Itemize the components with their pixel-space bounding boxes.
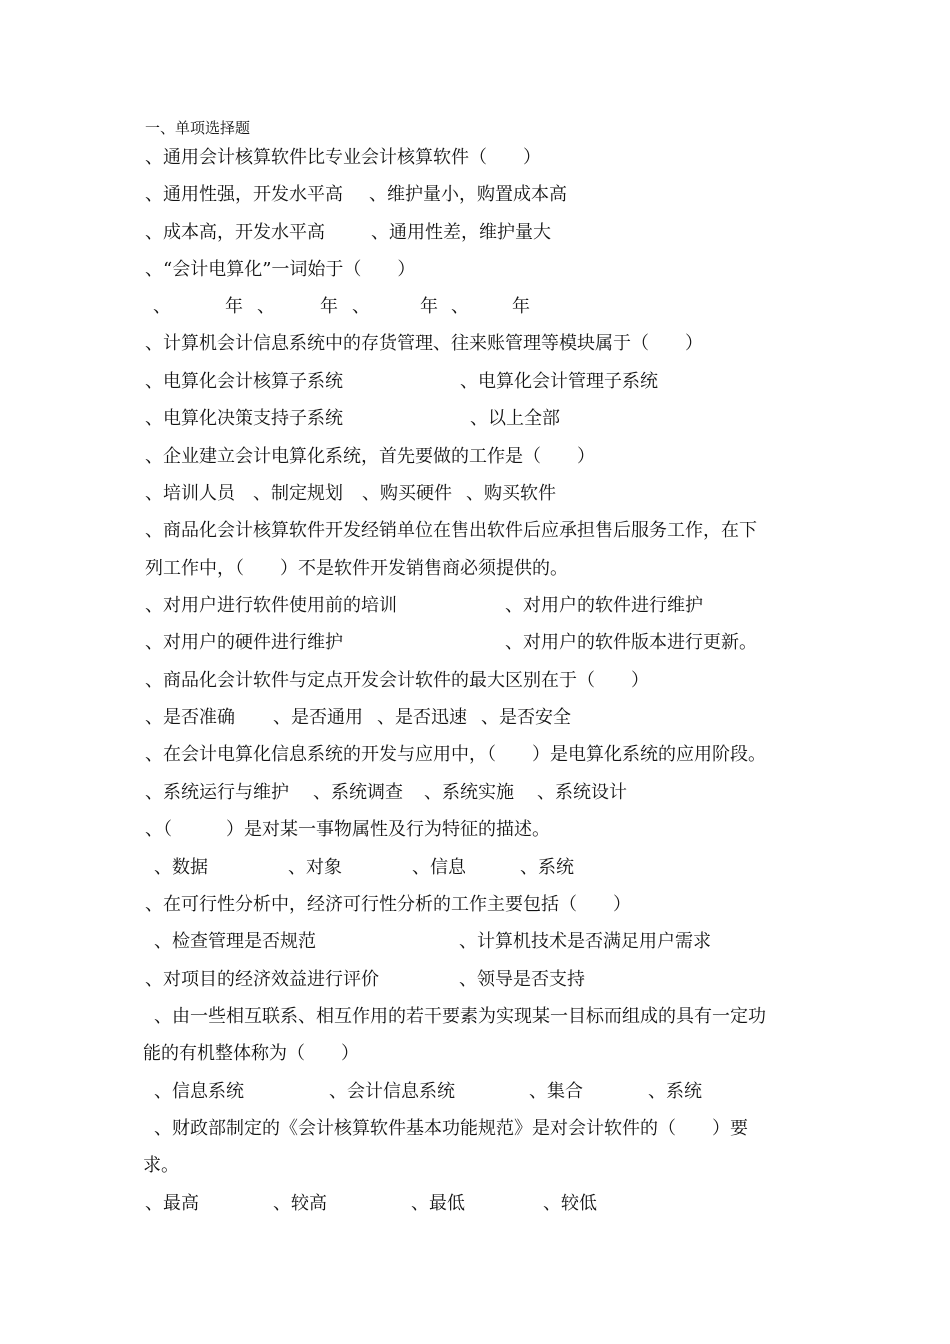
text-line: [145, 967, 950, 993]
option-text: 、成本高，开发水平高: [145, 222, 325, 243]
option-text: 、购买软件: [466, 483, 556, 504]
question-text: 、在可行性分析中，经济可行性分析的工作主要包括（ ）: [145, 894, 631, 915]
question-text: 、（ ）是对某一事物属性及行为特征的描述。: [145, 819, 550, 840]
question-text: 、通用会计核算软件比专业会计核算软件（ ）: [145, 147, 541, 168]
text-line: [145, 780, 950, 806]
option-text: 年: [512, 296, 530, 317]
text-line: [145, 406, 950, 432]
option-text: 、以上全部: [470, 408, 560, 429]
question-text: 、商品化会计软件与定点开发会计软件的最大区别在于（ ）: [145, 670, 649, 691]
question-text: 、在会计电算化信息系统的开发与应用中，（ ）是电算化系统的应用阶段。: [145, 744, 766, 765]
option-text: 、对项目的经济效益进行评价: [145, 969, 379, 990]
option-text: 、购买硬件: [362, 483, 452, 504]
option-text: 、: [257, 296, 275, 317]
option-text: 、系统运行与维护: [145, 782, 289, 803]
option-text: 、系统设计: [537, 782, 627, 803]
option-text: 、信息系统: [154, 1081, 244, 1102]
question-text: 、财政部制定的《会计核算软件基本功能规范》是对会计软件的（ ）要: [154, 1118, 748, 1139]
option-text: 、系统调查: [313, 782, 403, 803]
option-text: 、是否准确: [145, 707, 235, 728]
option-text: 、对用户的软件版本进行更新。: [505, 632, 757, 653]
text-line: [145, 331, 950, 357]
option-text: 、最低: [411, 1193, 465, 1214]
text-line: [145, 257, 950, 283]
option-text: 、较低: [543, 1193, 597, 1214]
text-line: [145, 892, 950, 918]
text-line: [145, 220, 950, 246]
option-text: 、系统实施: [424, 782, 514, 803]
text-line: [153, 294, 950, 320]
option-text: 、维护量小，购置成本高: [369, 184, 567, 205]
text-line: [145, 630, 950, 656]
text-line: [154, 1116, 950, 1142]
text-line: [145, 1191, 950, 1217]
option-text: 、电算化会计管理子系统: [460, 371, 658, 392]
option-text: 、计算机技术是否满足用户需求: [459, 931, 711, 952]
section-title: 一、单项选择题: [145, 119, 251, 137]
option-text: 、最高: [145, 1193, 199, 1214]
option-text: 、是否迅速: [377, 707, 467, 728]
text-line: [154, 1004, 950, 1030]
question-text: 求。: [143, 1155, 179, 1176]
option-text: 、对用户的硬件进行维护: [145, 632, 343, 653]
option-text: 年: [225, 296, 243, 317]
text-line: [154, 855, 950, 881]
text-line: [145, 481, 950, 507]
text-line: [145, 705, 950, 731]
option-text: 、: [153, 296, 171, 317]
text-line: [145, 742, 950, 768]
option-text: 、对象: [288, 857, 342, 878]
text-line: [145, 593, 950, 619]
option-text: 、数据: [154, 857, 208, 878]
option-text: 年: [320, 296, 338, 317]
option-text: 、电算化决策支持子系统: [145, 408, 343, 429]
option-text: 、较高: [273, 1193, 327, 1214]
question-text: 、由一些相互联系、相互作用的若干要素为实现某一目标而组成的具有一定功: [154, 1006, 766, 1027]
option-text: 、通用性强，开发水平高: [145, 184, 343, 205]
option-text: 、会计信息系统: [329, 1081, 455, 1102]
option-text: 、: [451, 296, 469, 317]
option-text: 、对用户的软件进行维护: [505, 595, 703, 616]
text-line: [145, 817, 950, 843]
question-text: 、商品化会计核算软件开发经销单位在售出软件后应承担售后服务工作，在下: [145, 520, 757, 541]
option-text: 、领导是否支持: [459, 969, 585, 990]
option-text: 、信息: [412, 857, 466, 878]
text-line: [145, 369, 950, 395]
option-text: 、系统: [648, 1081, 702, 1102]
option-text: 年: [420, 296, 438, 317]
text-line: [145, 518, 950, 544]
option-text: 、电算化会计核算子系统: [145, 371, 343, 392]
option-text: 、系统: [520, 857, 574, 878]
option-text: 、集合: [529, 1081, 583, 1102]
option-text: 、培训人员: [145, 483, 235, 504]
text-line: [154, 929, 950, 955]
text-line: [145, 145, 950, 171]
text-line: [154, 1079, 950, 1105]
question-text: 、“会计电算化”一词始于（ ）: [145, 259, 416, 280]
option-text: 、制定规划: [253, 483, 343, 504]
question-text: 、计算机会计信息系统中的存货管理、往来账管理等模块属于（ ）: [145, 333, 703, 354]
text-line: [143, 1153, 950, 1179]
text-line: [145, 444, 950, 470]
text-line: [143, 1041, 950, 1067]
option-text: 、对用户进行软件使用前的培训: [145, 595, 397, 616]
question-text: 、企业建立会计电算化系统，首先要做的工作是（ ）: [145, 446, 595, 467]
option-text: 、通用性差，维护量大: [371, 222, 551, 243]
text-line: [145, 182, 950, 208]
question-text: 列工作中，（ ）不是软件开发销售商必须提供的。: [145, 558, 568, 579]
question-text: 能的有机整体称为（ ）: [143, 1043, 359, 1064]
option-text: 、检查管理是否规范: [154, 931, 316, 952]
text-line: [145, 668, 950, 694]
option-text: 、: [352, 296, 370, 317]
option-text: 、是否通用: [273, 707, 363, 728]
option-text: 、是否安全: [481, 707, 571, 728]
text-line: [145, 556, 950, 582]
